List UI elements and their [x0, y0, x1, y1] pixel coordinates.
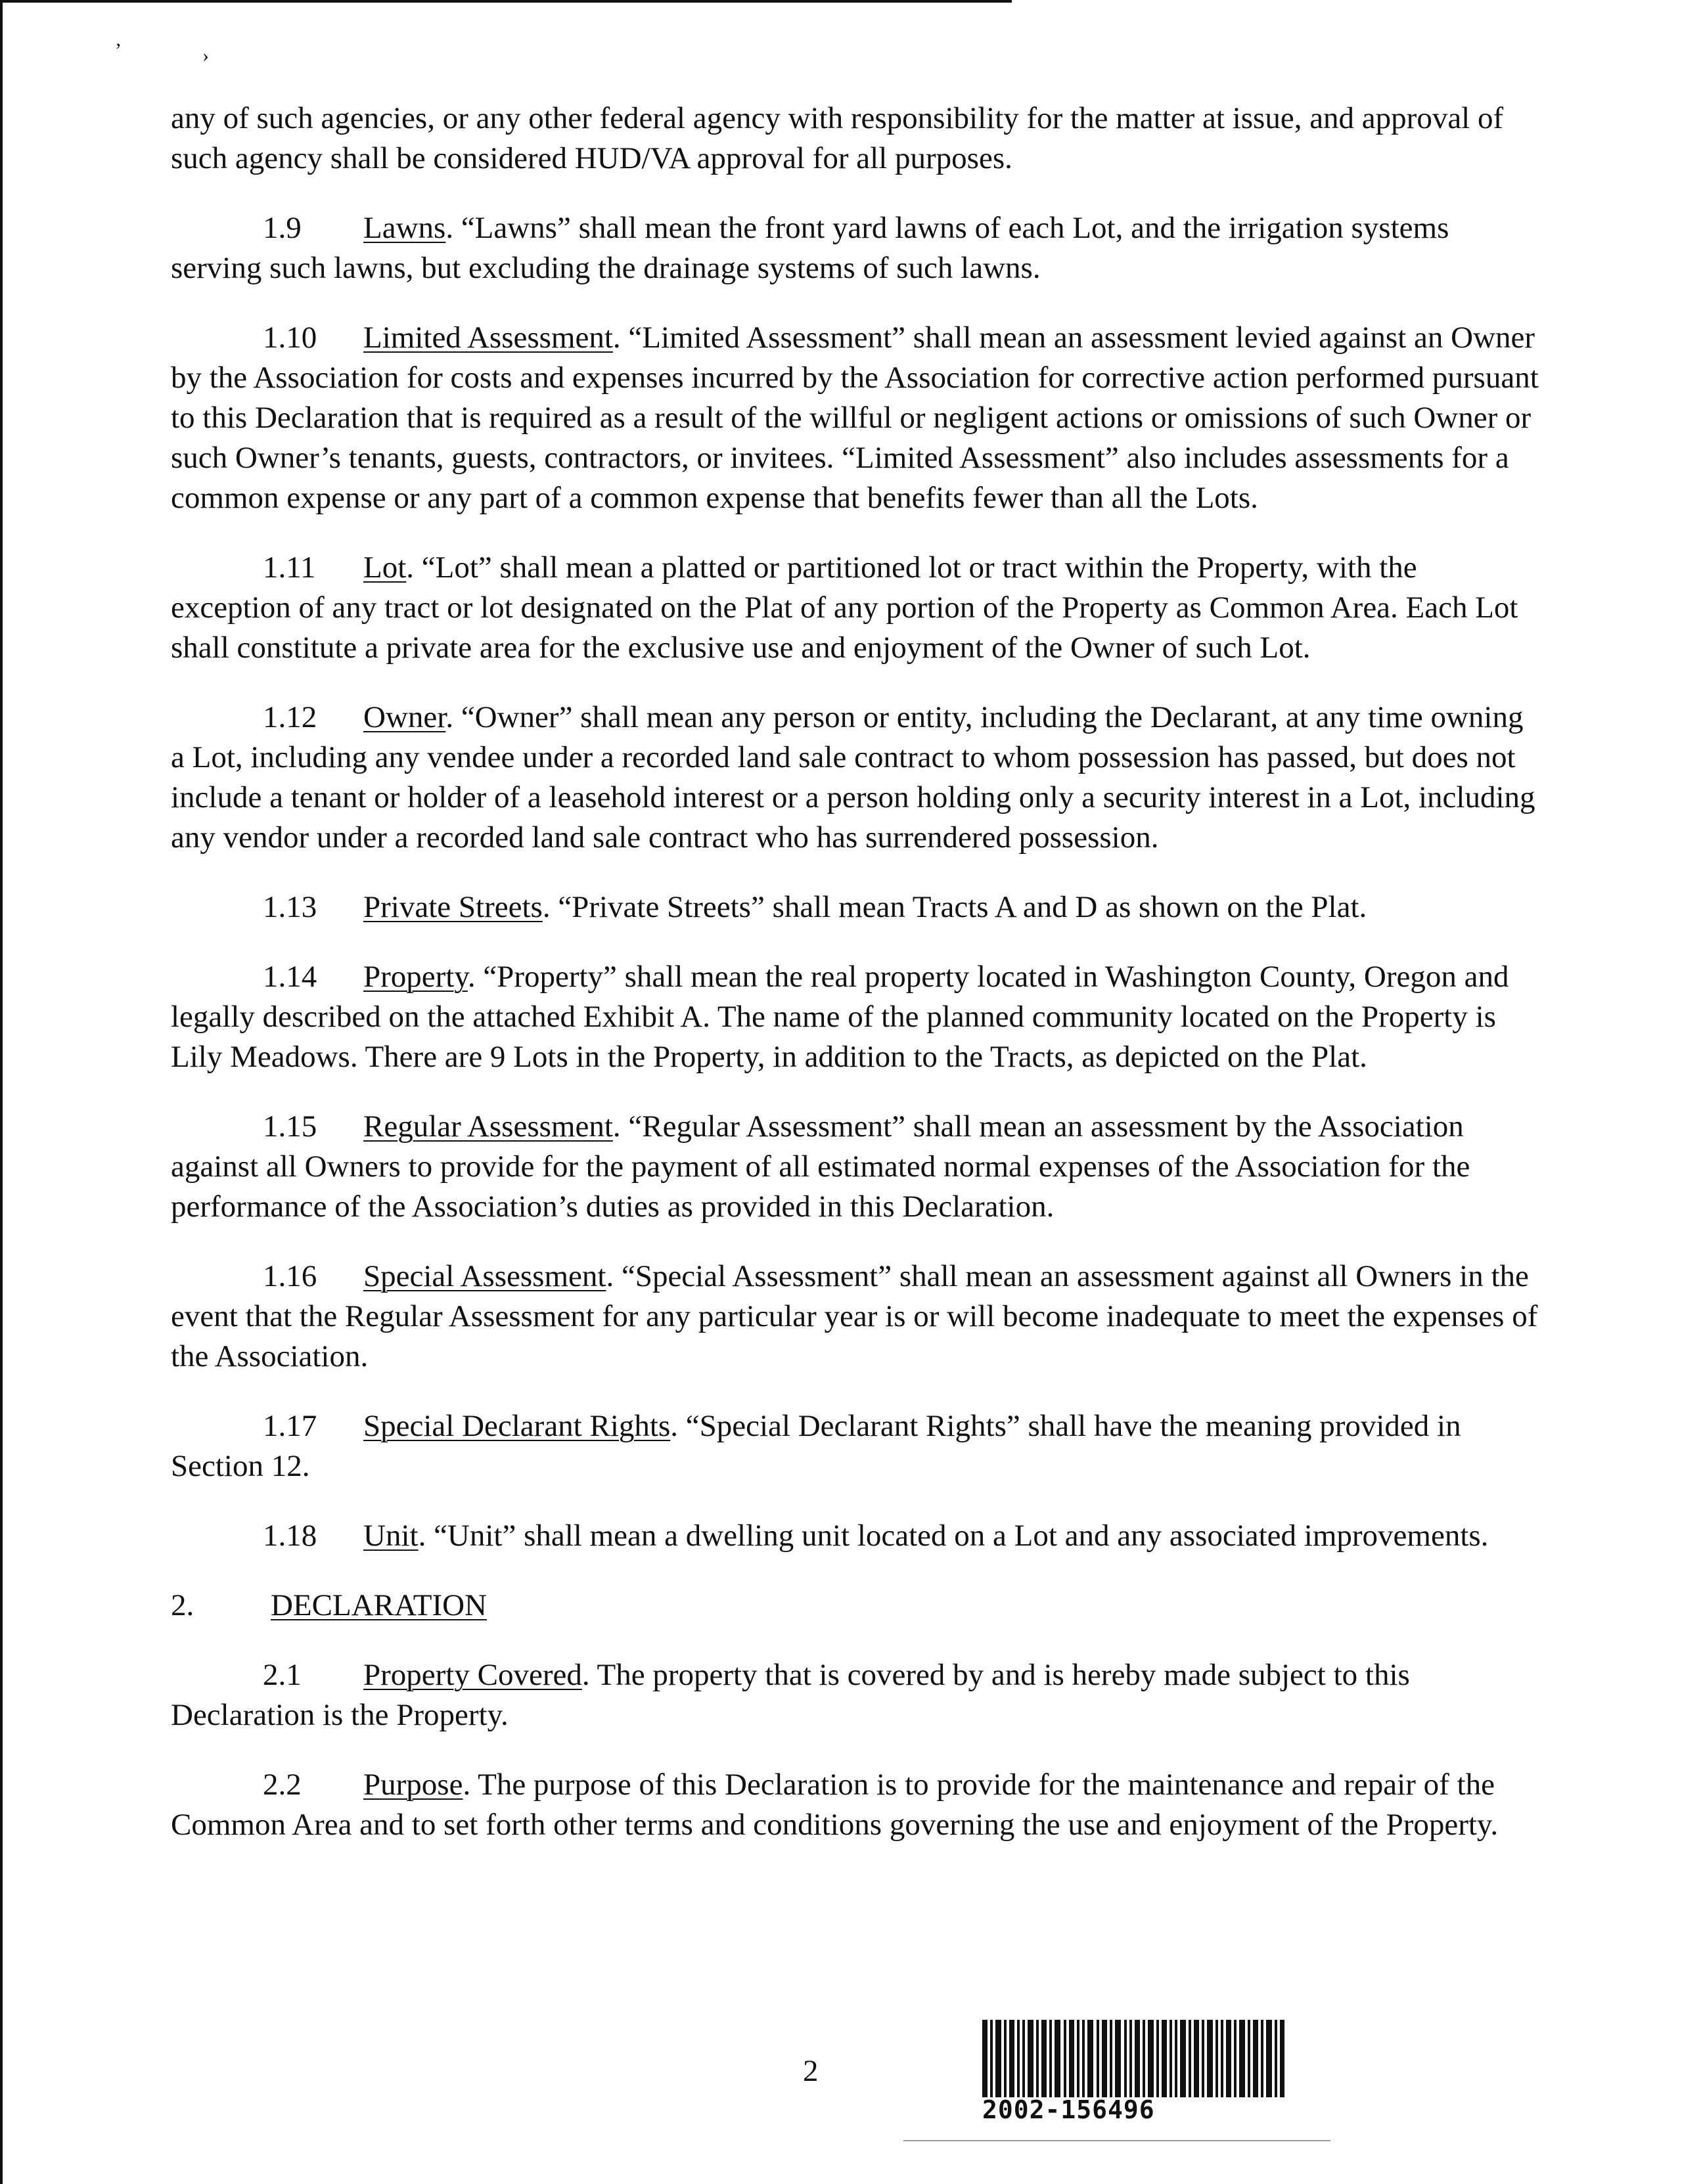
section-number: 1.16: [263, 1259, 317, 1293]
section-number: 1.14: [263, 960, 317, 994]
section-text: . “Unit” shall mean a dwelling unit located on a Lot and any associated improvements.: [418, 1519, 1489, 1553]
section-2-1: [171, 1655, 1541, 1735]
section-term: Special Assessment: [363, 1259, 606, 1293]
scan-speck: ›: [202, 45, 209, 66]
section-1-18: [171, 1516, 1541, 1556]
section-2-2: [171, 1765, 1541, 1845]
scan-left-edge: [0, 0, 3, 2184]
section-term: Lot: [363, 550, 407, 585]
section-number: 2.2: [263, 1768, 302, 1802]
page-number: 2: [803, 2054, 819, 2088]
barcode-number: 2002-156496: [982, 2095, 1155, 2124]
section-text: . “Property” shall mean the real property located in Washington County, Oregon and legally described on the attached Exhibit A. The name of the planned community located on the Property is Lily Meadows. There are 9 Lots in the Property, in addition to the Tracts, as depicted on the Plat.: [171, 960, 1509, 1074]
section-number: 2.1: [263, 1658, 302, 1692]
section-text: . “Special Declarant Rights” shall have the meaning provided in Section 12.: [171, 1409, 1461, 1483]
section-term: Unit: [363, 1519, 419, 1553]
section-term: Property: [363, 960, 468, 994]
heading-title: DECLARATION: [271, 1588, 487, 1622]
section-number: 1.13: [263, 890, 317, 924]
section-number: 1.12: [263, 700, 317, 734]
section-1-11: [171, 548, 1541, 668]
section-number: 1.18: [263, 1519, 317, 1553]
continuation-paragraph: any of such agencies, or any other federal agency with responsibility for the matter at issue, and approval of such agency shall be considered HUD/VA approval for all purposes.: [171, 101, 1504, 175]
scan-top-edge: [0, 0, 1012, 3]
section-number: 1.11: [263, 550, 316, 585]
section-1-12: [171, 698, 1541, 858]
section-number: 1.10: [263, 321, 317, 355]
section-text: . “Limited Assessment” shall mean an assessment levied against an Owner by the Association for costs and expenses incurred by the Association for corrective action performed pursuant to this Declaration that is required as a result of the willful or negligent actions or omissions of such Owner or such Owner’s tenants, guests, contractors, or invitees. “Limited Assessment” also includes assessments for a common expense or any part of a common expense that benefits fewer than all the Lots.: [171, 321, 1539, 515]
section-term: Lawns: [363, 211, 446, 245]
section-text: . “Lawns” shall mean the front yard lawns of each Lot, and the irrigation systems serving such lawns, but excluding the drainage systems of such lawns.: [171, 211, 1449, 285]
scan-bottom-line: [903, 2140, 1330, 2141]
section-term: Owner: [363, 700, 446, 734]
section-term: Purpose: [363, 1768, 463, 1802]
section-number: 1.9: [263, 211, 302, 245]
section-term: Property Covered: [363, 1658, 582, 1692]
section-text: . “Lot” shall mean a platted or partitioned lot or tract within the Property, with the exception of any tract or lot designated on the Plat of any portion of the Property as Common Area. Each Lot shall constitute a private area for the exclusive use and enjoyment of the Owner of such Lot.: [171, 550, 1518, 665]
section-text: . “Regular Assessment” shall mean an assessment by the Association against all Owners to provide for the payment of all estimated normal expenses of the Association for the performance of the Association’s duties as provided in this Declaration.: [171, 1109, 1470, 1224]
section-1-17: [171, 1406, 1541, 1486]
section-1-14: [171, 957, 1541, 1077]
section-1-16: [171, 1257, 1541, 1377]
section-term: Private Streets: [363, 890, 543, 924]
section-1-10: [171, 318, 1541, 518]
section-term: Special Declarant Rights: [363, 1409, 671, 1443]
section-1-13: [171, 887, 1541, 927]
section-text: . “Private Streets” shall mean Tracts A and D as shown on the Plat.: [542, 890, 1367, 924]
section-text: . The purpose of this Declaration is to provide for the maintenance and repair of the Common Area and to set forth other terms and conditions governing the use and enjoyment of the Property.: [171, 1768, 1499, 1842]
section-term: Limited Assessment: [363, 321, 613, 355]
document-body: [171, 99, 1541, 1875]
section-1-9: [171, 208, 1541, 288]
section-number: 1.17: [263, 1409, 317, 1443]
heading-declaration: [171, 1586, 1541, 1626]
section-text: . “Owner” shall mean any person or entity, including the Declarant, at any time owning a Lot, including any vendee under a recorded land sale contract to whom possession has passed, but does not include a tenant or holder of a leasehold interest or a person holding only a security interest in a Lot, including any vendor under a recorded land sale contract who has surrendered possession.: [171, 700, 1535, 855]
scan-speck: ’: [115, 39, 122, 61]
recording-barcode: [982, 2020, 1284, 2125]
section-text: . The property that is covered by and is hereby made subject to this Declaration is the Property.: [171, 1658, 1410, 1732]
section-number: 1.15: [263, 1109, 317, 1144]
heading-number: 2.: [171, 1588, 194, 1622]
section-text: . “Special Assessment” shall mean an assessment against all Owners in the event that the Regular Assessment for any particular year is or will become inadequate to meet the expenses of the Association.: [171, 1259, 1538, 1373]
section-1-15: [171, 1107, 1541, 1227]
barcode-icon: [982, 2020, 1284, 2097]
section-term: Regular Assessment: [363, 1109, 613, 1144]
